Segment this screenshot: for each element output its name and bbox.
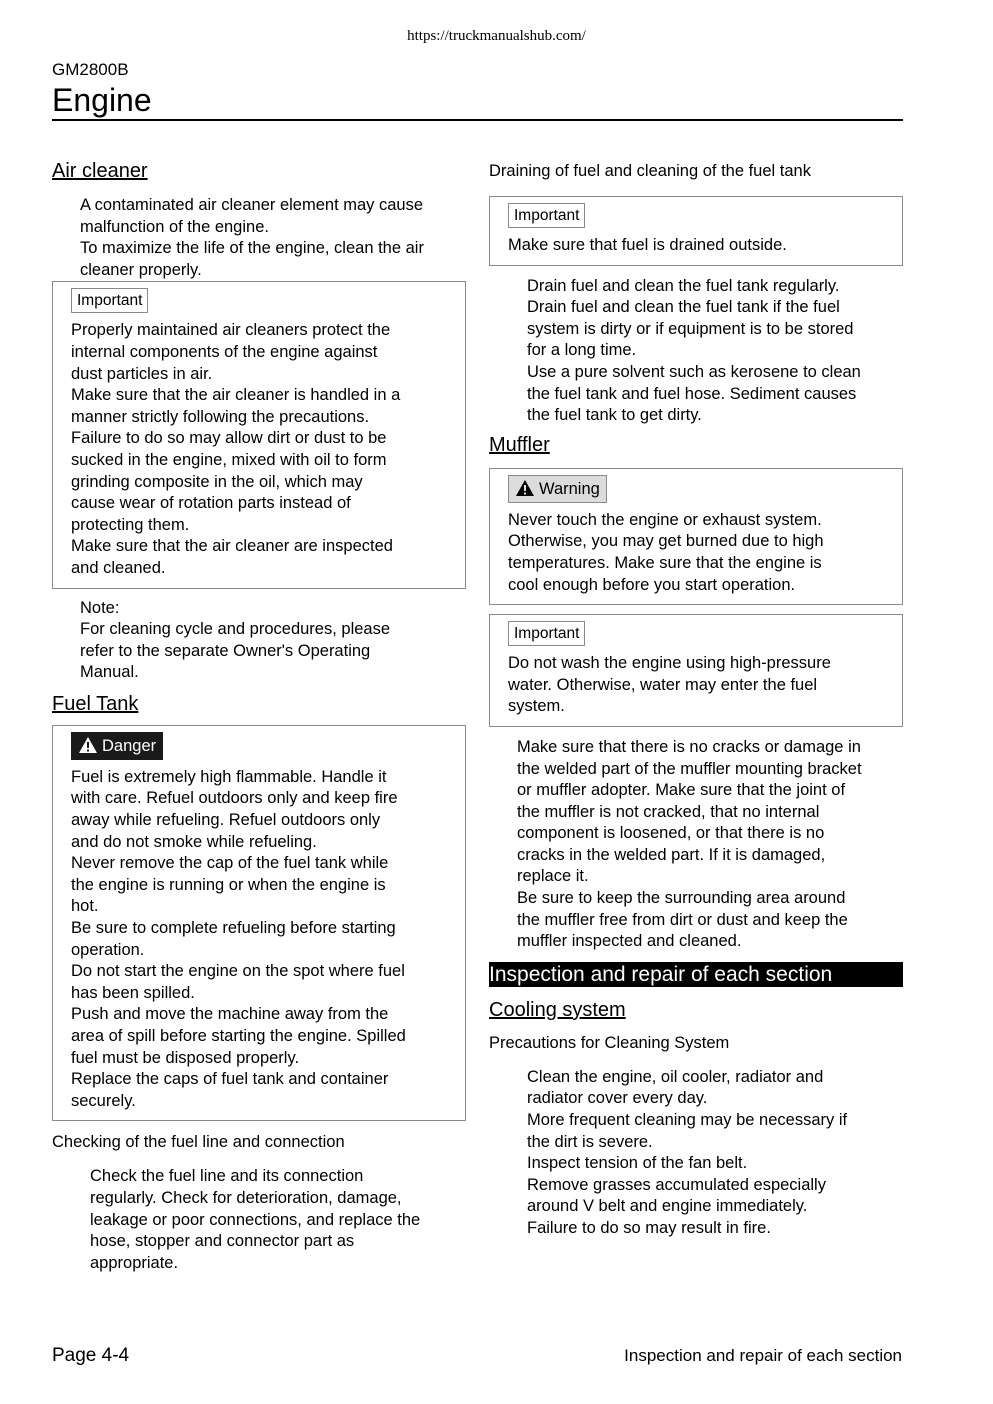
text-line: hose, stopper and connector part as [90,1232,355,1251]
muffler-warning-box [489,468,903,605]
text-line: temperatures. Make sure that the engine is [508,553,822,572]
text-line: securely. [71,1091,136,1110]
warning-text [508,510,888,596]
important-text [508,235,888,257]
fuel-tank-danger-box [52,725,466,1122]
text-line: Manual. [80,663,139,682]
muffler-heading: Muffler [489,433,550,456]
text-line: Use a pure solvent such as kerosene to clean [527,362,861,381]
text-line: leakage or poor connections, and replace the [90,1210,421,1229]
text-line: Make sure that there is no cracks or damage in [517,737,861,756]
text-line: Replace the caps of fuel tank and container [71,1070,389,1089]
text-line: sucked in the engine, mixed with oil to form [71,450,387,469]
text-line: hot. [71,897,99,916]
fuel-tank-heading: Fuel Tank [52,692,139,715]
text-line: has been spilled. [71,983,195,1002]
muffler-important-box [489,614,903,727]
text-line: Drain fuel and clean the fuel tank regularly. [527,276,840,295]
text-line: To maximize the life of the engine, clean the air [80,239,424,258]
text-line: and do not smoke while refueling. [71,832,317,851]
fuel-line-heading: Checking of the fuel line and connection [52,1133,345,1152]
text-line: component is loosened, or that there is no [517,824,825,843]
cooling-subheading: Precautions for Cleaning System [489,1033,730,1052]
text-line: dust particles in air. [71,364,213,383]
left-column [52,158,466,1274]
text-line: More frequent cleaning may be necessary if [527,1111,848,1130]
right-column [489,158,903,1240]
text-line: appropriate. [90,1253,179,1272]
text-line: Inspect tension of the fan belt. [527,1154,748,1173]
text-line: Properly maintained air cleaners protect the [71,321,391,340]
text-line: Make sure that fuel is drained outside. [508,236,787,254]
air-cleaner-heading: Air cleaner [52,160,148,182]
danger-label [71,732,163,760]
model-number: GM2800B [52,60,129,79]
text-line: internal components of the engine against [71,342,378,361]
important-label: Important [71,288,148,313]
draining-text [489,276,903,427]
text-line: the fuel tank and fuel hose. Sediment causes [527,384,857,403]
text-line: for a long time. [527,341,637,360]
text-line: the muffler free from dirt or dust and keep the [517,910,848,929]
cooling-system-heading: Cooling system [489,998,626,1021]
text-line: operation. [71,940,145,959]
text-line: refer to the separate Owner's Operating [80,641,371,660]
text-line: Do not wash the engine using high-pressure [508,654,831,673]
text-line: with care. Refuel outdoors only and keep fire [71,789,398,808]
text-line: Never touch the engine or exhaust system. [508,510,822,529]
text-line: the engine is running or when the engine is [71,875,386,894]
warning-label-text: Warning [539,479,600,498]
text-line: replace it. [517,867,589,886]
draining-important-box [489,196,903,266]
text-line: Note: [80,598,120,617]
text-line: Make sure that the air cleaner is handled in a [71,386,401,405]
important-text [508,653,888,718]
text-line: water. Otherwise, water may enter the fuel [508,675,818,694]
text-line: Be sure to keep the surrounding area around [517,889,846,908]
text-line: For cleaning cycle and procedures, please [80,620,391,639]
warning-triangle-icon [78,736,98,754]
text-line: A contaminated air cleaner element may cause [80,196,424,214]
section-title-bar: Inspection and repair of each section [489,962,903,987]
warning-label [508,475,607,503]
air-cleaner-intro [52,195,466,281]
warning-triangle-icon [515,479,535,497]
text-line: Check the fuel line and its connection [90,1167,364,1186]
source-url[interactable]: https://truckmanualshub.com/ [407,28,586,44]
air-cleaner-note [52,598,466,684]
text-line: system is dirty or if equipment is to be stored [527,319,854,338]
text-line: Make sure that the air cleaner are inspected [71,537,393,556]
text-line: the fuel tank to get dirty. [527,406,702,425]
page-number: Page 4-4 [52,1345,130,1366]
text-line: the welded part of the muffler mounting bracket [517,759,862,778]
text-line: grinding composite in the oil, which may [71,472,363,491]
text-line: muffler inspected and cleaned. [517,932,742,951]
text-line: or muffler adopter. Make sure that the joint of [517,781,846,800]
text-line: cause wear of rotation parts instead of [71,494,351,513]
important-label: Important [508,203,585,228]
text-line: malfunction of the engine. [80,217,269,236]
air-cleaner-important-box [52,281,466,588]
text-line: cleaner properly. [80,260,202,279]
text-line: Otherwise, you may get burned due to high [508,532,824,551]
text-line: away while refueling. Refuel outdoors only [71,811,381,830]
fuel-line-text [52,1166,466,1274]
text-line: cracks in the welded part. If it is damaged, [517,845,826,864]
text-line: the dirt is severe. [527,1132,653,1151]
text-line: the muffler is not cracked, that no internal [517,802,820,821]
text-line: and cleaned. [71,558,166,577]
text-line: Fuel is extremely high flammable. Handle it [71,767,387,786]
title-divider [52,119,903,121]
danger-text [71,767,451,1113]
important-text [71,320,451,579]
text-line: around V belt and engine immediately. [527,1197,808,1216]
danger-label-text: Danger [102,736,157,755]
text-line: manner strictly following the precautions. [71,407,370,426]
text-line: Failure to do so may result in fire. [527,1219,771,1237]
text-line: Remove grasses accumulated especially [527,1175,826,1194]
draining-heading: Draining of fuel and cleaning of the fuel tank [489,162,811,180]
text-line: Push and move the machine away from the [71,1005,389,1024]
text-line: Failure to do so may allow dirt or dust to be [71,429,387,448]
text-line: area of spill before starting the engine. Spilled [71,1027,406,1045]
cooling-text [489,1067,903,1240]
text-line: fuel must be disposed properly. [71,1048,300,1067]
text-line: protecting them. [71,515,190,534]
text-line: Never remove the cap of the fuel tank while [71,854,389,873]
text-line: Do not start the engine on the spot where fuel [71,962,405,981]
text-line: Clean the engine, oil cooler, radiator and [527,1067,824,1086]
text-line: system. [508,697,565,716]
text-line: Drain fuel and clean the fuel tank if the fuel [527,298,840,317]
text-line: regularly. Check for deterioration, damage, [90,1188,402,1207]
text-line: cool enough before you start operation. [508,575,796,594]
important-label: Important [508,621,585,646]
text-line: radiator cover every day. [527,1089,708,1108]
muffler-text [489,737,903,953]
text-line: Be sure to complete refueling before starting [71,919,396,938]
footer-section-title: Inspection and repair of each section [624,1346,902,1365]
page-title: Engine [52,82,152,118]
